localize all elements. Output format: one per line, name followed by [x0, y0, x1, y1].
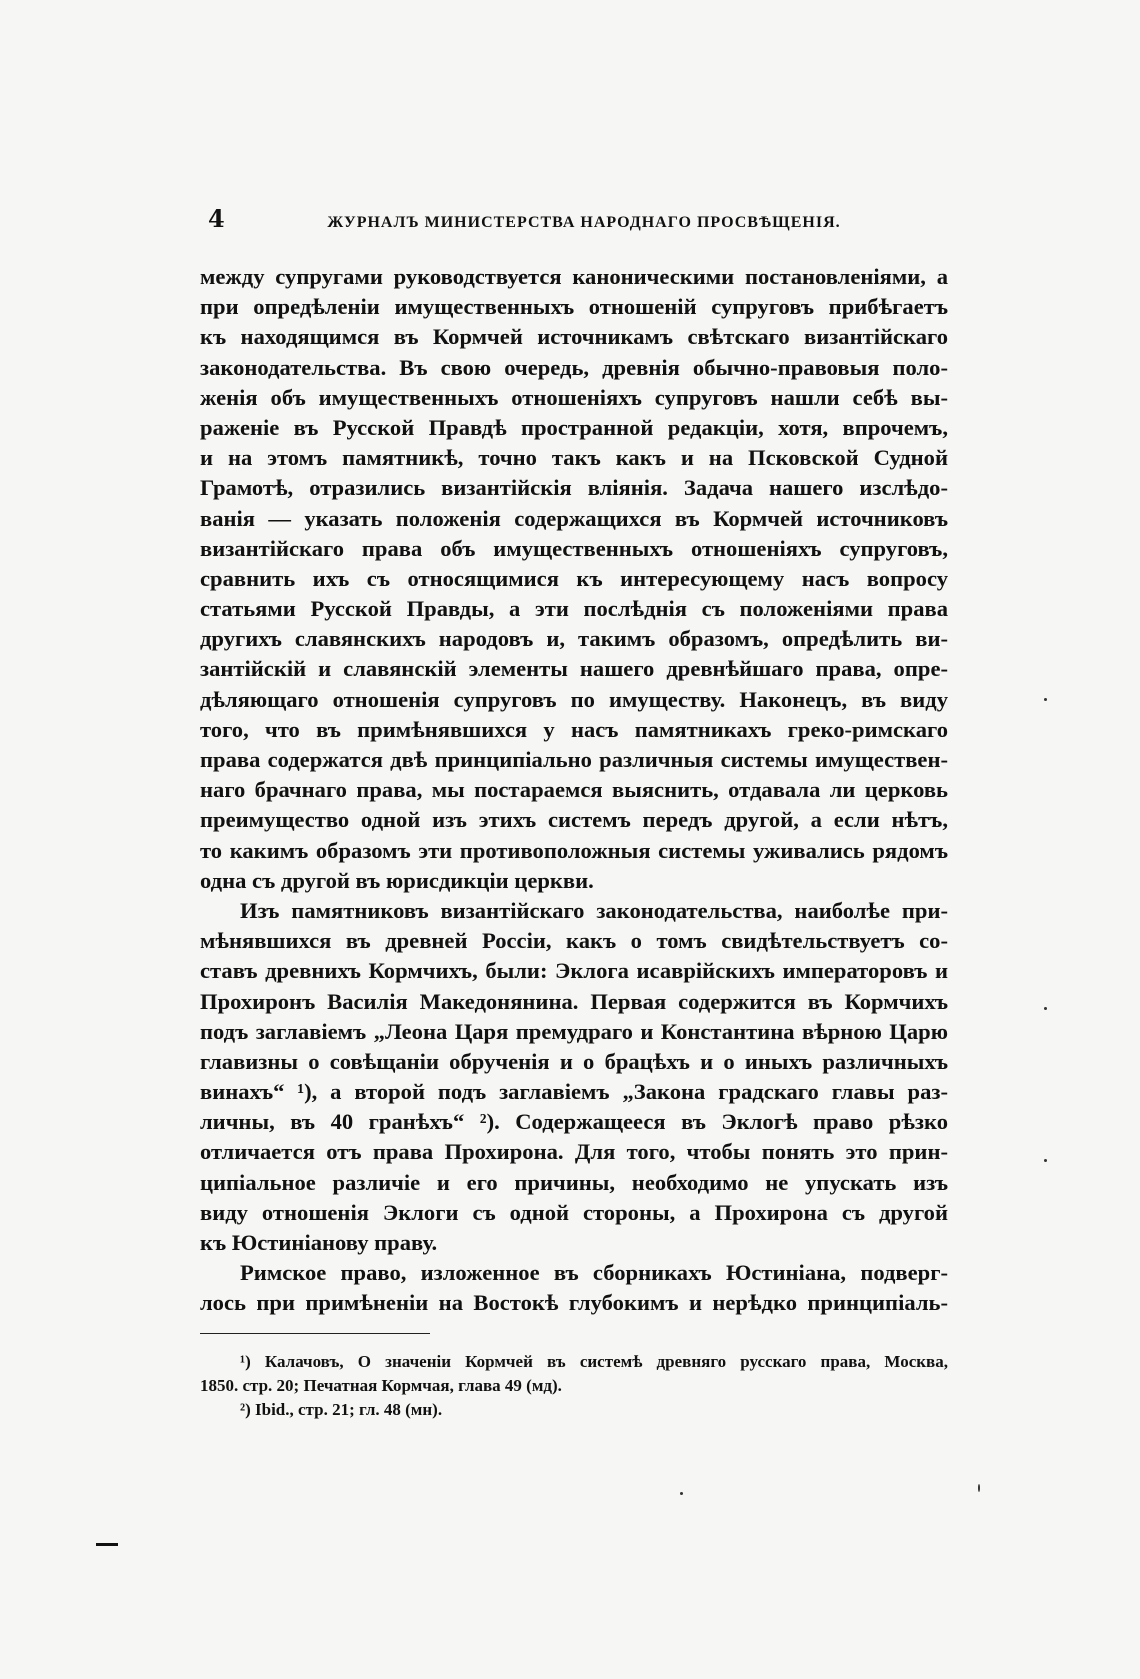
text-line: ставъ древнихъ Кормчихъ, были: Эклога исаврійскихъ императоровъ и: [200, 958, 948, 984]
text-line: того, что въ примѣнявшихся у насъ памятникахъ греко-римскаго: [200, 716, 948, 742]
text-line: преимущество одной изъ этихъ системъ передъ другой, а если нѣтъ,: [200, 807, 948, 833]
text-line: отличается отъ права Прохирона. Для того, чтобы понять это прин-: [200, 1139, 948, 1165]
text-line: одна съ другой въ юрисдикціи церкви.: [200, 867, 594, 893]
scan-speck: [680, 1492, 683, 1495]
text-line: лось при примѣненіи на Востокѣ глубокимъ и нерѣдко принципіаль-: [200, 1290, 948, 1316]
text-line: то какимъ образомъ эти противоположныя системы уживались рядомъ: [200, 837, 948, 863]
text-line: при опредѣленіи имущественныхъ отношеній супруговъ прибѣгаетъ: [200, 294, 948, 320]
text-line: зантійскій и славянскій элементы нашего древнѣйшаго права, опре-: [200, 656, 948, 682]
text-line: византійскаго права объ имущественныхъ отношеніяхъ супруговъ,: [200, 535, 948, 561]
running-title: ЖУРНАЛЪ МИНИСТЕРСТВА НАРОДНАГО ПРОСВѢЩЕНІЯ.: [327, 214, 841, 231]
text-line: подъ заглавіемъ „Леона Царя премудраго и Константина вѣрною Царю: [200, 1018, 948, 1044]
page-header: [208, 204, 948, 236]
footnote-line: ¹) Калачовъ, О значеніи Кормчей въ системѣ древняго русскаго права, Москва,: [240, 1352, 948, 1371]
footnote-rule: [200, 1333, 430, 1334]
body-text: [200, 262, 948, 1319]
text-line: къ находящимся въ Кормчей источникамъ свѣтскаго византійскаго: [200, 324, 948, 350]
text-line: сравнить ихъ съ относящимися къ интересующему насъ вопросу: [200, 565, 948, 591]
scan-speck: [1044, 698, 1047, 701]
text-line: между супругами руководствуется каноническими постановленіями, а: [200, 264, 948, 289]
text-line: права содержатся двѣ принципіально различныя системы имуществен-: [200, 747, 948, 772]
text-line: другихъ славянскихъ народовъ и, такимъ образомъ, опредѣлить ви-: [200, 626, 948, 652]
text-line: законодательства. Въ свою очередь, древнія обычно-правовыя поло-: [200, 354, 948, 380]
text-line: ванія — указать положенія содержащихся въ Кормчей источниковъ: [200, 505, 948, 531]
text-line: виду отношенія Эклоги съ одной стороны, а Прохирона съ другой: [200, 1199, 948, 1225]
text-line: раженіе въ Русской Правдѣ пространной редакціи, хотя, впрочемъ,: [200, 414, 948, 440]
margin-dash: [96, 1543, 118, 1546]
scan-speck: [1044, 1007, 1047, 1010]
text-line: Прохиронъ Василія Македонянина. Первая содержится въ Кормчихъ: [200, 988, 948, 1014]
scan-speck: [978, 1484, 980, 1492]
text-line: и на этомъ памятникѣ, точно такъ какъ и на Псковской Судной: [200, 445, 948, 471]
text-line: мѣнявшихся въ древней Россіи, какъ о томъ свидѣтельствуетъ со-: [200, 928, 948, 954]
text-line: Грамотѣ, отразились византійскія вліянія. Задача нашего изслѣдо-: [200, 475, 948, 501]
footnotes: [200, 1350, 948, 1422]
text-line: дѣляющаго отношенія супруговъ по имуществу. Наконецъ, въ виду: [200, 686, 948, 712]
text-line: Изъ памятниковъ византійскаго законодательства, наиболѣе при-: [240, 897, 948, 923]
text-line: къ Юстиніанову праву.: [200, 1230, 438, 1255]
text-line: Римское право, изложенное въ сборникахъ Юстиніана, подверг-: [240, 1260, 948, 1286]
text-line: личны, въ 40 гранѣхъ“ ²). Содержащееся въ Эклогѣ право рѣзко: [200, 1109, 948, 1135]
footnote-line: 1850. стр. 20; Печатная Кормчая, глава 49 (мд).: [200, 1376, 562, 1395]
text-line: главизны о совѣщаніи обрученія и о брацѣхъ и о иныхъ различныхъ: [200, 1048, 948, 1074]
scan-speck: [1044, 1159, 1047, 1162]
text-line: женія объ имущественныхъ отношеніяхъ супруговъ нашли себѣ вы-: [200, 384, 948, 410]
page-number: 4: [208, 204, 225, 233]
text-line: статьями Русской Правды, а эти послѣднія съ положеніями права: [200, 596, 948, 622]
text-line: ципіальное различіе и его причины, необходимо не упускать изъ: [200, 1169, 948, 1195]
footnote-line: ²) Ibid., стр. 21; гл. 48 (мн).: [240, 1400, 443, 1419]
text-line: наго брачнаго права, мы постараемся выяснить, отдавала ли церковь: [200, 777, 948, 803]
text-line: винахъ“ ¹), а второй подъ заглавіемъ „Закона градскаго главы раз-: [200, 1079, 948, 1105]
